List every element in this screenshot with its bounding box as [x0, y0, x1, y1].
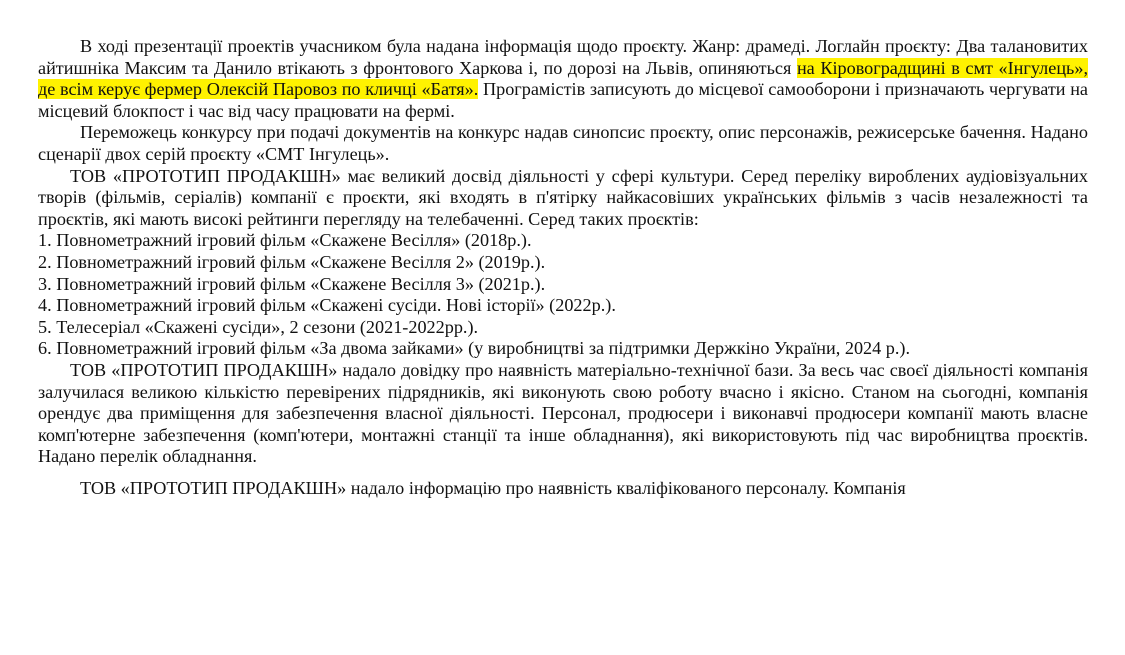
list-item: 2. Повнометражний ігровий фільм «Скажене Весілля 2» (2019р.).: [38, 251, 546, 272]
document-page: [38, 36, 1088, 498]
cut-off-text: ТОВ «ПРОТОТИП ПРОДАКШН» надало інформацію про наявність кваліфікованого персоналу. Компанія: [80, 477, 906, 498]
list-item: 3. Повнометражний ігровий фільм «Скажене Весілля 3» (2021р.).: [38, 273, 546, 294]
cut-off-line: [38, 468, 1088, 498]
paragraph-company-experience: ТОВ «ПРОТОТИП ПРОДАКШН» має великий досвід діяльності у сфері культури. Серед переліку вироблених аудіовізуальних творів (фільмів, серіалів) компанії є проєкти, які входять в п'ятірку найкасовіших українських фільмів з часів незалежності та проєктів, які мають високі рейтинги перегляду на телебаченні. Серед таких проєктів:: [38, 165, 1088, 229]
list-item: 1. Повнометражний ігровий фільм «Скажене Весілля» (2018р.).: [38, 230, 532, 251]
paragraph-project-presentation: [38, 36, 1088, 122]
list-item: 6. Повнометражний ігровий фільм «За двома зайками» (у виробництві за підтримки Держкіно України, 2024 р.).: [38, 338, 911, 359]
list-item: 5. Телесеріал «Скажені сусіди», 2 сезони (2021-2022рр.).: [38, 316, 479, 337]
paragraph-material-base: ТОВ «ПРОТОТИП ПРОДАКШН» надало довідку про наявність матеріально-технічної бази. За весь час своєї діяльності компанія залучилася великою кількістю перевірених підрядників, які виконують свою роботу вчасно і якісно. Станом на сьогодні, компанія орендує два приміщення для забезпечення власної діяльності. Персонал, продюсери і виконавчі продюсери компанії мають власне комп'ютерне забезпечення (комп'ютери, монтажні станції та інше обладнання), які використовують під час виробництва проєктів. Надано перелік обладнання.: [38, 359, 1088, 467]
paragraph-winner-documents: Переможець конкурсу при подачі документів на конкурс надав синопсис проєкту, опис персонажів, режисерське бачення. Надано сценарії двох серій проєкту «СМТ Інгулець».: [38, 122, 1088, 164]
highlighted-text: на Кіровоградщині в смт «Інгулець», де всім керує фермер Олексій Паровоз по кличці «Батя».: [38, 57, 1088, 100]
list-item: 4. Повнометражний ігровий фільм «Скажені сусіди. Нові історії» (2022р.).: [38, 295, 616, 316]
paragraph-text: Програмістів записують до місцевої самооборони і призначають чергувати на місцевий блокпост і час від часу працювати на фермі.: [38, 79, 1088, 121]
projects-list: [38, 230, 1088, 360]
paragraph-text: В ході презентації проектів учасником була надана інформація щодо проєкту. Жанр: драмеді. Логлайн проєкту: Два талановитих айтишніка Максим та Данило втікають з фронтового Харкова і, по дорозі на Львів, опиняються: [38, 36, 1088, 78]
